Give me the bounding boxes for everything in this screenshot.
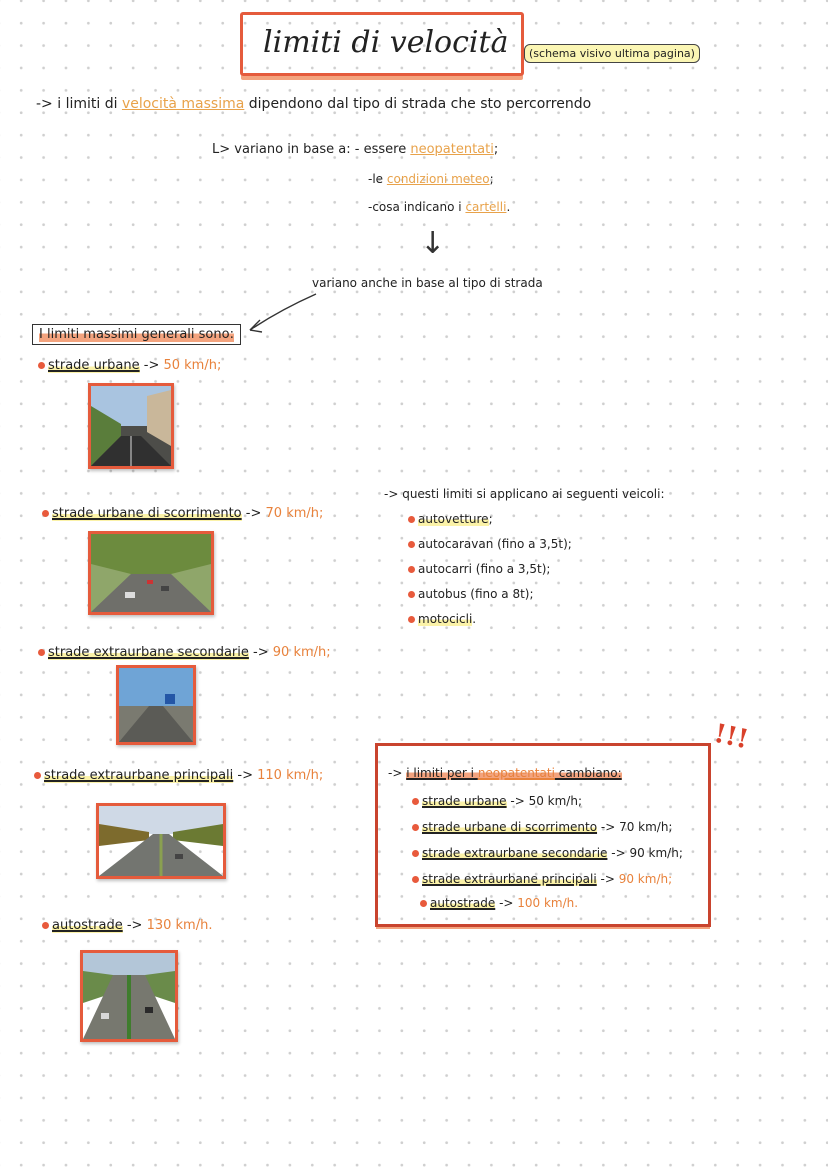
intro-after: dipendono dal tipo di strada che sto percorrendo	[244, 96, 592, 112]
road-arrow: ->	[253, 645, 269, 660]
urban-flow-road-photo	[88, 531, 214, 615]
road-row-4	[34, 768, 323, 783]
road-limit: 130 km/h.	[146, 918, 213, 933]
bullet-icon	[408, 566, 415, 573]
bullet-icon	[420, 900, 427, 907]
bullet-icon	[38, 362, 45, 369]
bullet-icon	[412, 850, 419, 857]
road-name: strade urbane	[48, 358, 140, 373]
bullet-icon	[412, 824, 419, 831]
vehicle-text: autocaravan (fino a 3,5t);	[418, 537, 572, 551]
bullet-icon	[34, 772, 41, 779]
road-row-5	[42, 918, 212, 933]
vehicle-item	[408, 512, 493, 526]
novice-heading	[388, 766, 622, 780]
vary-arrow: L>	[212, 142, 231, 157]
road-limit: 110 km/h;	[257, 768, 324, 783]
general-limits-title: I limiti massimi generali sono:	[39, 327, 234, 342]
bullet-icon	[38, 649, 45, 656]
novice-road: strade urbane	[422, 794, 507, 808]
road-limit: 50 km/h;	[163, 358, 222, 373]
bullet-icon	[42, 922, 49, 929]
general-limits-box	[32, 324, 241, 345]
road-row-2	[42, 506, 323, 521]
road-arrow: ->	[245, 506, 262, 521]
vehicle-tail: .	[472, 612, 477, 626]
novice-road: autostrade	[430, 896, 496, 910]
vary-item1-end: ;	[493, 142, 499, 157]
vary-line-2	[368, 172, 494, 186]
vehicle-text: motocicli	[418, 612, 473, 626]
vehicle-item	[408, 587, 534, 601]
novice-road: strade extraurbane secondarie	[422, 846, 608, 860]
vary-item3-prefix: -cosa indicano i	[368, 200, 466, 214]
road-name: strade extraurbane principali	[44, 768, 234, 783]
vehicle-text: autovetture	[418, 512, 489, 526]
also-vary-text: variano anche in base al tipo di strada	[312, 276, 543, 290]
bullet-icon	[42, 510, 49, 517]
intro-before: i limiti di	[57, 96, 122, 112]
novice-limit: 100 km/h.	[517, 896, 579, 910]
bullet-icon	[408, 516, 415, 523]
vehicles-heading: -> questi limiti si applicano ai seguenti veicoli:	[384, 487, 665, 501]
road-name: strade urbane di scorrimento	[52, 506, 242, 521]
connector-arrow-icon	[240, 290, 320, 340]
bullet-icon	[412, 798, 419, 805]
vary-line-3	[368, 200, 510, 214]
road-limit: 90 km/h;	[272, 645, 331, 660]
novice-arrow: ->	[388, 766, 403, 780]
novice-road: strade extraurbane principali	[422, 872, 597, 886]
novice-item	[412, 846, 683, 860]
bullet-icon	[408, 541, 415, 548]
novice-item	[412, 820, 672, 834]
novice-limit: 90 km/h;	[618, 872, 673, 886]
road-limit: 70 km/h;	[265, 506, 324, 521]
urban-road-photo	[88, 383, 174, 469]
road-name: strade extraurbane secondarie	[48, 645, 249, 660]
novice-arrow: ->	[495, 896, 518, 910]
secondary-road-photo	[116, 665, 196, 745]
bullet-icon	[408, 616, 415, 623]
novice-arrow: ->	[506, 794, 529, 808]
intro-line	[36, 96, 591, 112]
vehicle-item	[408, 562, 550, 576]
page-title: limiti di velocità	[263, 25, 509, 60]
down-arrow-icon: ↓	[420, 226, 446, 261]
vary-item2-end: ;	[489, 172, 494, 186]
primary-road-photo	[96, 803, 226, 879]
vehicle-item	[408, 537, 572, 551]
novice-limit: 70 km/h;	[619, 820, 673, 834]
vary-item1-link: neopatentati	[410, 142, 494, 157]
road-arrow: ->	[143, 358, 160, 373]
novice-item	[412, 872, 672, 886]
vary-item2-link: condizioni meteo	[386, 172, 490, 186]
road-arrow: ->	[126, 918, 143, 933]
vary-item2-prefix: -le	[368, 172, 387, 186]
intro-highlight: velocità massima	[121, 96, 245, 112]
vary-lead: variano in base a: - essere	[234, 142, 411, 157]
intro-arrow: ->	[36, 96, 53, 112]
road-row-1	[38, 358, 221, 373]
vehicle-tail: ;	[488, 512, 493, 526]
side-note: (schema visivo ultima pagina)	[524, 44, 700, 63]
road-name: autostrade	[52, 918, 123, 933]
novice-arrow: ->	[596, 872, 619, 886]
road-row-3	[38, 645, 331, 660]
novice-w3: cambiano:	[554, 766, 622, 780]
novice-limit: 90 km/h;	[629, 846, 683, 860]
novice-w1: i limiti per i	[406, 766, 478, 780]
novice-arrow: ->	[597, 820, 620, 834]
vary-item3-link: cartelli	[465, 200, 507, 214]
bullet-icon	[412, 876, 419, 883]
novice-limit: 50 km/h;	[528, 794, 582, 808]
novice-w2: neopatentati	[477, 766, 555, 780]
novice-road: strade urbane di scorrimento	[422, 820, 598, 834]
title-box	[240, 12, 524, 76]
vehicle-text: autobus (fino a 8t);	[418, 587, 534, 601]
novice-item	[412, 794, 582, 808]
vary-item3-end: .	[506, 200, 511, 214]
vehicle-text: autocarri (fino a 3,5t);	[418, 562, 551, 576]
novice-arrow: ->	[607, 846, 630, 860]
highway-photo	[80, 950, 178, 1042]
vehicle-item	[408, 612, 476, 626]
road-arrow: ->	[237, 768, 253, 783]
bullet-icon	[408, 591, 415, 598]
novice-item	[420, 896, 578, 910]
vary-line-1	[212, 142, 498, 157]
exclamation-mark: !!!	[711, 718, 751, 756]
